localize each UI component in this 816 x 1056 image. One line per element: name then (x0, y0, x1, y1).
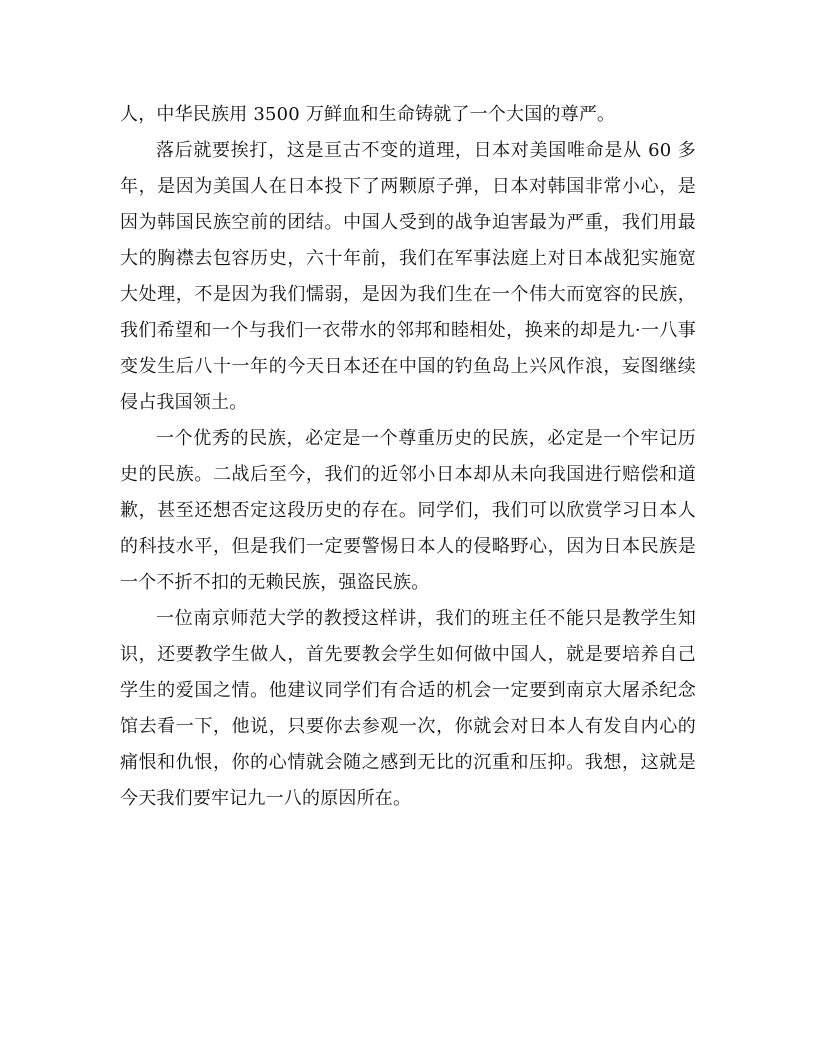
paragraph-2: 落后就要挨打，这是亘古不变的道理，日本对美国唯命是从 60 多年，是因为美国人在日本投下了两颗原子弹，日本对韩国非常小心，是因为韩国民族空前的团结。中国人受到的战争迫害最为严重，我们用最大的胸襟去包容历史，六十年前，我们在军事法庭上对日本战犯实施宽大处理，不是因为我们懦弱，是因为我们生在一个伟大而宽容的民族，我们希望和一个与我们一衣带水的邻邦和睦相处，换来的却是九·一八事变发生后八十一年的今天日本还在中国的钓鱼岛上兴风作浪，妄图继续侵占我国领土。 (120, 140, 696, 413)
paragraph-3: 一个优秀的民族，必定是一个尊重历史的民族，必定是一个牢记历史的民族。二战后至今，我们的近邻小日本却从未向我国进行赔偿和道歉，甚至还想否定这段历史的存在。同学们，我们可以欣赏学习日本人的科技水平，但是我们一定要警惕日本人的侵略野心，因为日本民族是一个不折不扣的无赖民族，强盗民族。 (120, 428, 696, 593)
paragraph-1: 人，中华民族用 3500 万鲜血和生命铸就了一个大国的尊严。 (120, 104, 616, 125)
document-body (120, 97, 696, 817)
paragraph-4: 一位南京师范大学的教授这样讲，我们的班主任不能只是教学生知识，还要教学生做人，首先要教会学生如何做中国人，就是要培养自己学生的爱国之情。他建议同学们有合适的机会一定要到南京大屠杀纪念馆去看一下，他说，只要你去参观一次，你就会对日本人有发自内心的痛恨和仇恨，你的心情就会随之感到无比的沉重和压抑。我想，这就是今天我们要牢记九一八的原因所在。 (120, 608, 696, 809)
